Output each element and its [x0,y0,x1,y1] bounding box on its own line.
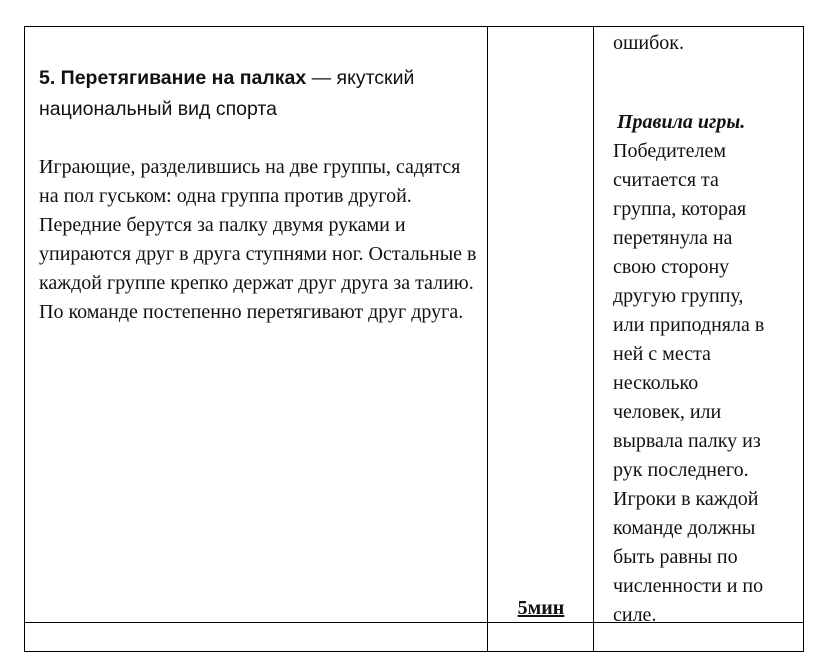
game-table [24,26,804,652]
game-description-cell [39,63,479,327]
game-title: 5. Перетягивание на палках [39,67,307,89]
game-description: Играющие, разделившись на две группы, садятся на пол гуськом: одна группа против другой. Передние берутся за палку двумя руками и упираются друг в друга ступнями ног. Остальные в каждой группе крепко держат друг друга за талию. По команде постепенно перетягивают друг друга. [39,156,477,323]
column-divider-1 [487,27,488,651]
time-duration: 5мин [517,597,565,619]
column-divider-2 [593,27,594,651]
game-heading [39,63,479,125]
rules-title: Правила игры. [617,111,746,133]
rules-text: Победителем считается та группа, которая перетянула на свою сторону другую группу, или приподняла в ней с места несколько человек, или вырвала палку из рук последнего. Игроки в каждой команде должны быть равны по численности и по силе. [613,140,765,626]
continued-text: ошибок. [613,32,684,54]
game-rules-cell [613,27,803,630]
game-subtitle: — якутский национальный вид спорта [39,67,415,120]
